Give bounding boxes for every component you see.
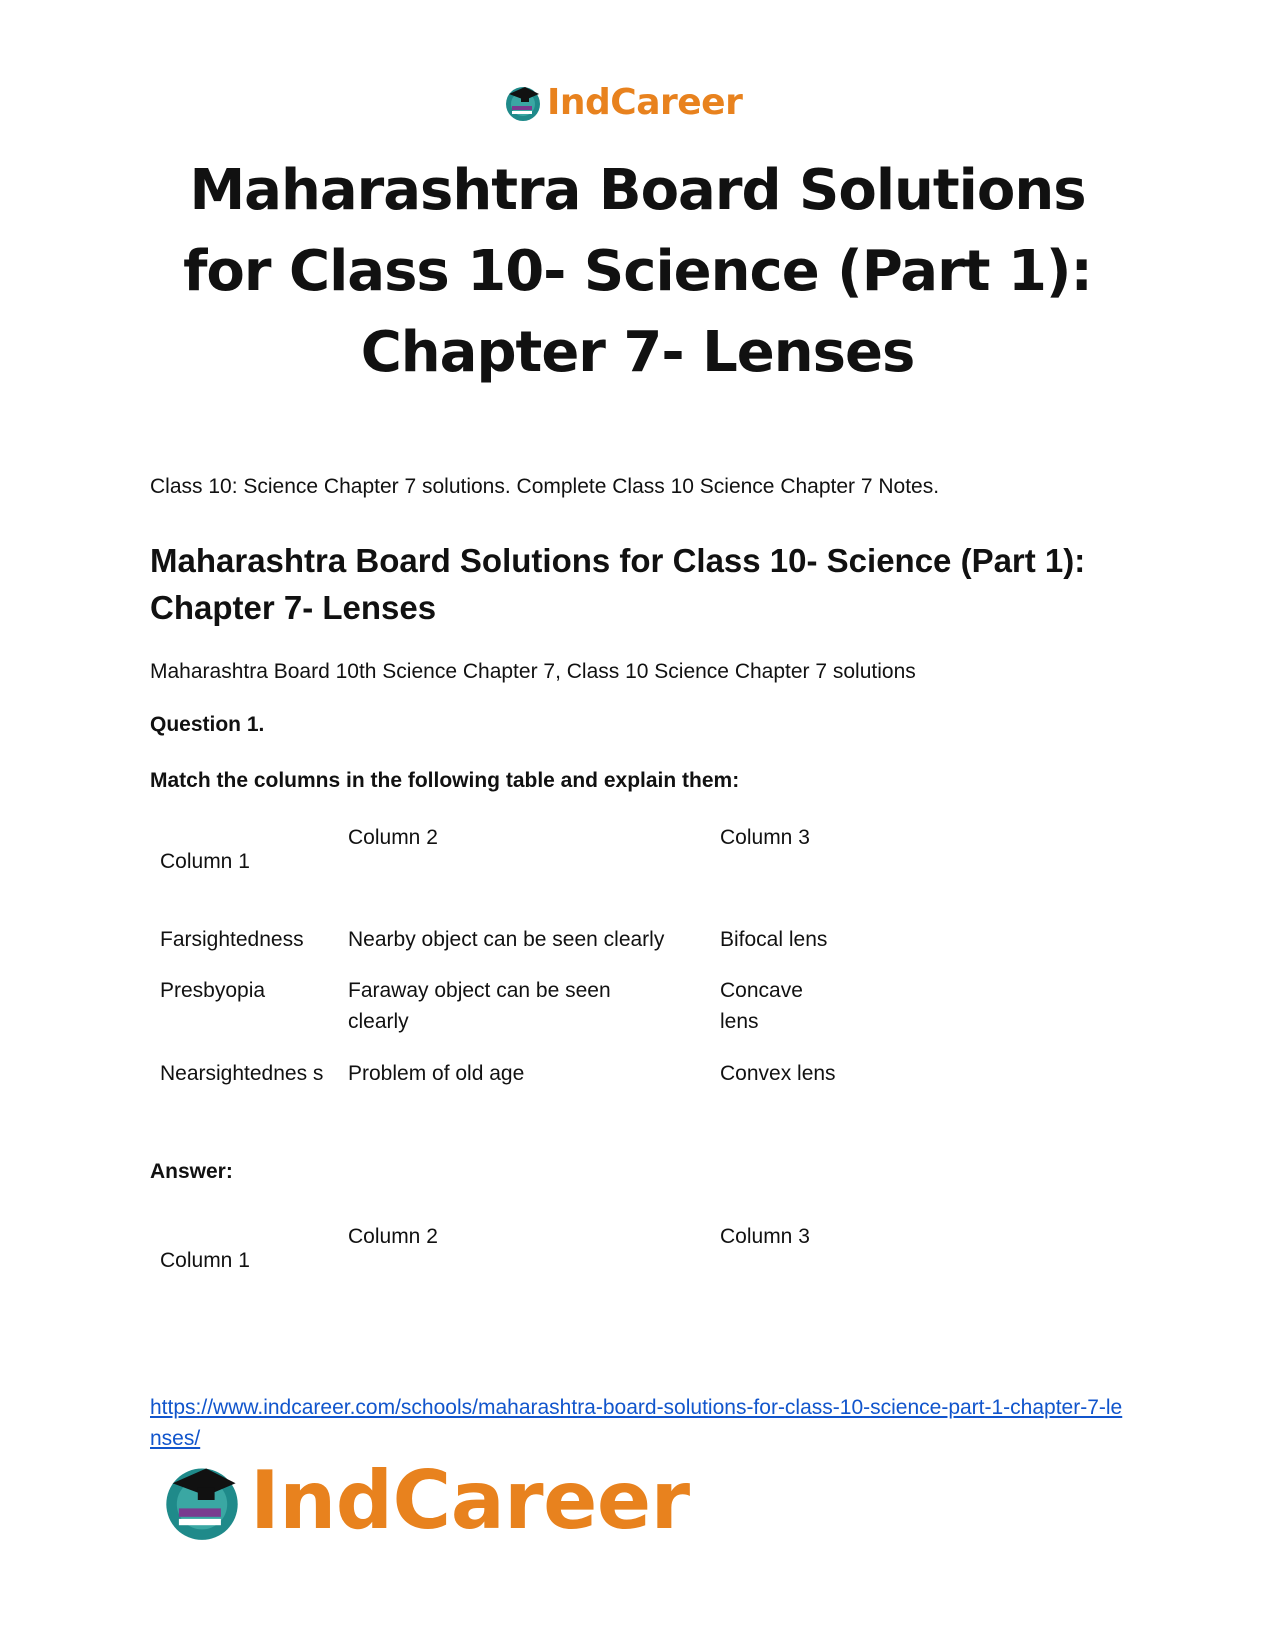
brand-name: IndCareer: [250, 1453, 690, 1547]
table-cell: Nearsightednes s: [160, 1062, 324, 1085]
section-subtitle: Maharashtra Board 10th Science Chapter 7, Class 10 Science Chapter 7 solutions: [150, 660, 916, 683]
table-header-col3: Column 3: [720, 826, 810, 849]
table-cell: Presbyopia: [160, 979, 266, 1002]
answer-label: Answer:: [150, 1160, 233, 1183]
table-cell: Problem of old age: [348, 1062, 525, 1085]
question-text: Match the columns in the following table and explain them:: [150, 769, 740, 792]
intro-text: Class 10: Science Chapter 7 solutions. Complete Class 10 Science Chapter 7 Notes.: [150, 475, 940, 498]
graduation-cap-icon: [160, 1458, 244, 1542]
answer-header-col2: Column 2: [348, 1225, 438, 1248]
table-cell: Convex lens: [720, 1062, 836, 1085]
table-cell: Farsightedness: [160, 928, 304, 951]
table-header-col1: Column 1: [160, 850, 250, 873]
table-cell: Nearby object can be seen clearly: [348, 928, 665, 951]
table-cell: Bifocal lens: [720, 928, 828, 951]
source-link[interactable]: https://www.indcareer.com/schools/maharashtra-board-solutions-for-class-10-science-part-1-chapter-7-lenses/: [150, 1396, 1123, 1450]
answer-header-col3: Column 3: [720, 1225, 810, 1248]
question-label: Question 1.: [150, 713, 265, 736]
brand-name: IndCareer: [547, 81, 743, 123]
brand-logo-top: [503, 80, 742, 124]
brand-logo-bottom: [160, 1455, 690, 1545]
table-cell: Faraway object can be seen clearly: [348, 979, 611, 1033]
page-title: Maharashtra Board Solutions for Class 10- Science (Part 1): Chapter 7- Lenses: [183, 158, 1092, 385]
section-heading: Maharashtra Board Solutions for Class 10- Science (Part 1): Chapter 7- Lenses: [150, 542, 1086, 626]
table-cell: Concave lens: [720, 979, 803, 1033]
answer-header-col1: Column 1: [160, 1249, 250, 1272]
table-header-col2: Column 2: [348, 826, 438, 849]
graduation-cap-icon: [503, 82, 543, 122]
